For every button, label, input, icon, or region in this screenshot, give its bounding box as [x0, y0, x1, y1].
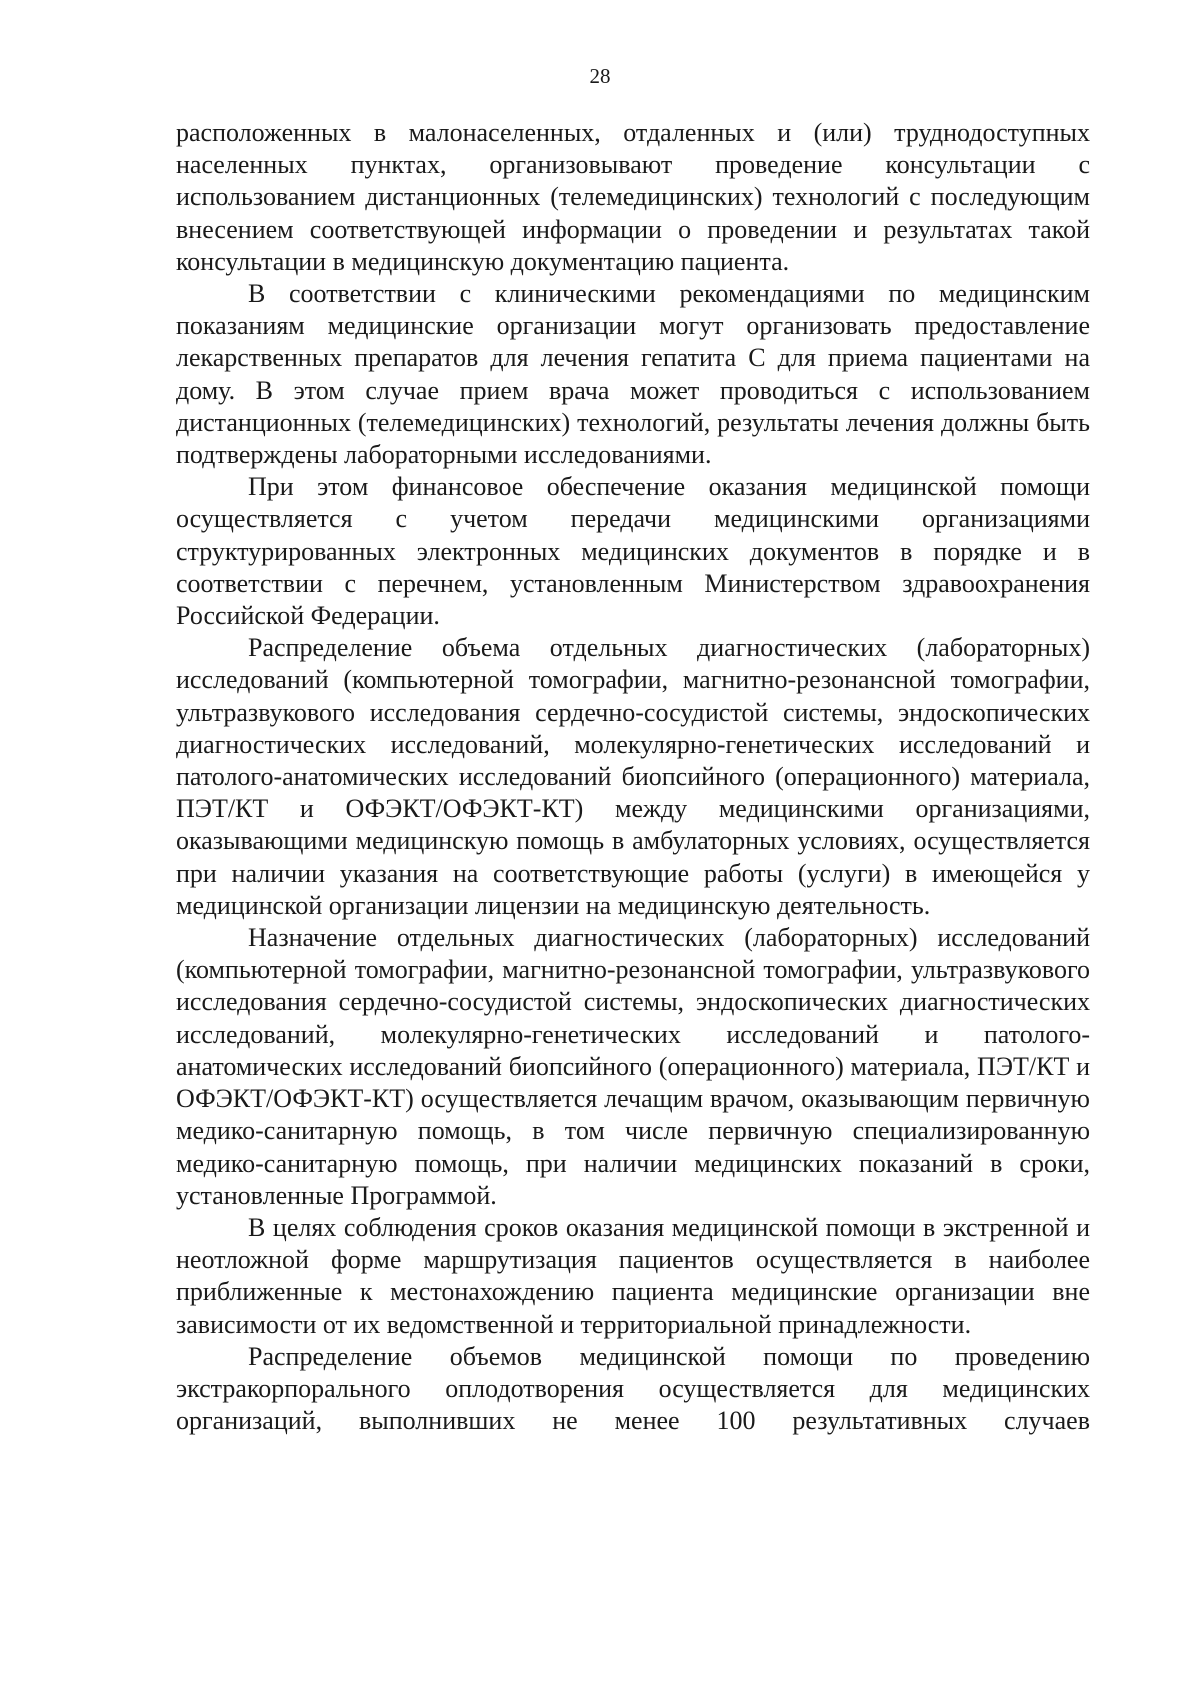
paragraph-diagnostics-assignment: Назначение отдельных диагностических (лабораторных) исследований (компьютерной томографии, магнитно-резонансной томографии, ультразвукового исследования сердечно-сосудистой системы, эндоскопических диагностических исследований, молекулярно-генетических исследований и патолого-анатомических исследований биопсийного (операционного) материала, ПЭТ/КТ и ОФЭКТ/ОФЭКТ-КТ) осуществляется лечащим врачом, оказывающим первичную медико-санитарную помощь, в том числе первичную специализированную медико-санитарную помощь, при наличии медицинских показаний в сроки, установленные Программой. [176, 923, 1090, 1210]
paragraph-telemedicine-consultation: расположенных в малонаселенных, отдаленных и (или) труднодоступных населенных пунктах, организовывают проведение консультации с использованием дистанционных (телемедицинских) технологий с последующим внесением соответствующей информации о проведении и результатах такой консультации в медицинскую документацию пациента. [176, 118, 1090, 276]
document-body [176, 117, 1090, 1437]
paragraph-ivf-distribution: Распределение объемов медицинской помощи по проведению экстракорпорального оплодотворения осуществляется для медицинских организаций, выполнивших не менее 100 результативных случаев [176, 1341, 1090, 1436]
page-number: 28 [589, 64, 611, 88]
paragraph-hepatitis-c: В соответствии с клиническими рекомендациями по медицинским показаниям медицинские организации могут организовать предоставление лекарственных препаратов для лечения гепатита С для приема пациентами на дому. В этом случае прием врача может проводиться с использованием дистанционных (телемедицинских) технологий, результаты лечения должны быть подтверждены лабораторными исследованиями. [176, 279, 1090, 470]
paragraph-emergency-routing: В целях соблюдения сроков оказания медицинской помощи в экстренной и неотложной форме маршрутизация пациентов осуществляется в наиболее приближенные к местонахождению пациента медицинские организации вне зависимости от их ведомственной и территориальной принадлежности. [176, 1212, 1090, 1339]
paragraph-diagnostics-distribution: Распределение объема отдельных диагностических (лабораторных) исследований (компьютерной томографии, магнитно-резонансной томографии, ультразвукового исследования сердечно-сосудистой системы, эндоскопических диагностических исследований, молекулярно-генетических исследований и патолого-анатомических исследований биопсийного (операционного) материала, ПЭТ/КТ и ОФЭКТ/ОФЭКТ-КТ) между медицинскими организациями, оказывающими медицинскую помощь в амбулаторных условиях, осуществляется при наличии указания на соответствующие работы (услуги) в имеющейся у медицинской организации лицензии на медицинскую деятельность. [176, 633, 1090, 920]
paragraph-financing: При этом финансовое обеспечение оказания медицинской помощи осуществляется с учетом передачи медицинскими организациями структурированных электронных медицинских документов в порядке и в соответствии с перечнем, установленным Министерством здравоохранения Российской Федерации. [176, 472, 1090, 631]
